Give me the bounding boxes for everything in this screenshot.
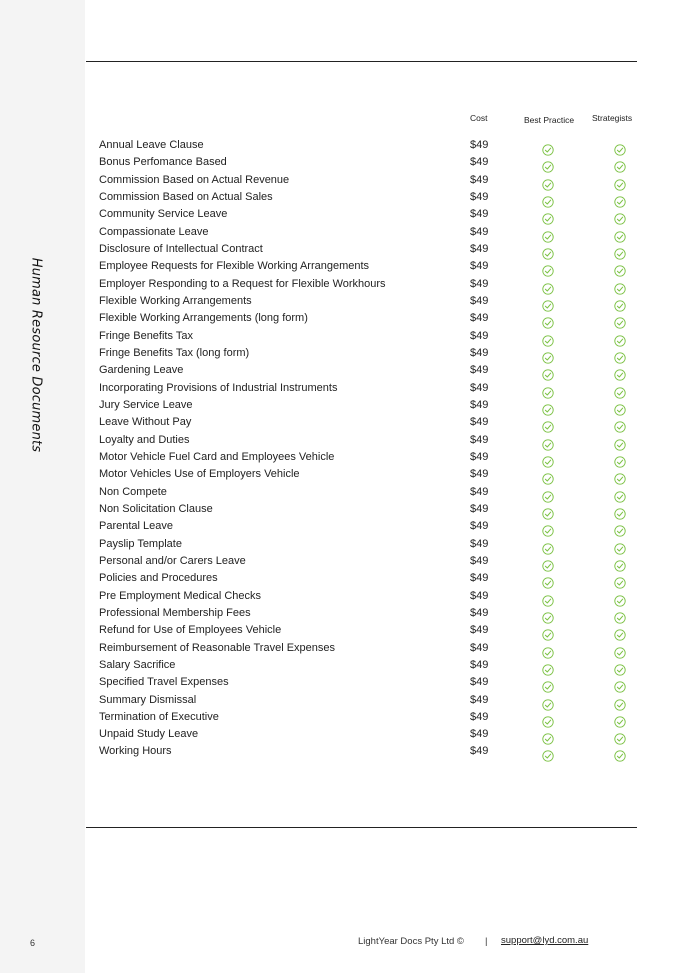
row-price: $49: [470, 277, 489, 290]
page-number: 6: [30, 938, 36, 948]
table-row: [99, 553, 639, 570]
row-document-name: Motor Vehicle Fuel Card and Employees Vehicle: [99, 450, 335, 463]
table-row: [99, 726, 639, 743]
row-price: $49: [470, 641, 489, 654]
row-price: $49: [470, 242, 489, 255]
table-row: [99, 137, 639, 154]
table-row: [99, 345, 639, 362]
row-price: $49: [470, 346, 489, 359]
table-row: [99, 674, 639, 691]
row-document-name: Personal and/or Carers Leave: [99, 554, 246, 567]
table-row: [99, 172, 639, 189]
table-row: [99, 743, 639, 760]
row-document-name: Working Hours: [99, 745, 172, 758]
row-price: $49: [470, 554, 489, 567]
row-price: $49: [470, 589, 489, 602]
row-price: $49: [470, 693, 489, 706]
table-row: [99, 501, 639, 518]
document-price-list: [99, 137, 639, 761]
table-row: [99, 224, 639, 241]
table-row: [99, 414, 639, 431]
table-row: [99, 518, 639, 535]
table-row: [99, 709, 639, 726]
footer-company: LightYear Docs Pty Ltd ©: [358, 936, 464, 947]
row-price: $49: [470, 225, 489, 238]
row-document-name: Unpaid Study Leave: [99, 728, 199, 741]
footer-separator: |: [485, 936, 488, 947]
table-row: [99, 397, 639, 414]
row-price: $49: [470, 502, 489, 515]
row-price: $49: [470, 208, 489, 221]
header-strategists: Strategists: [592, 113, 633, 123]
row-price: $49: [470, 520, 489, 533]
row-document-name: Fringe Benefits Tax (long form): [99, 346, 250, 359]
table-row: [99, 570, 639, 587]
row-document-name: Commission Based on Actual Sales: [99, 190, 273, 203]
table-row: [99, 432, 639, 449]
table-row: [99, 588, 639, 605]
row-document-name: Professional Membership Fees: [99, 606, 251, 619]
row-price: $49: [470, 294, 489, 307]
row-document-name: Incorporating Provisions of Industrial Instruments: [99, 381, 338, 394]
table-row: [99, 466, 639, 483]
row-document-name: Commission Based on Actual Revenue: [99, 173, 290, 186]
row-document-name: Non Compete: [99, 485, 167, 498]
top-divider: [86, 61, 637, 62]
sidebar: [0, 0, 85, 973]
row-document-name: Jury Service Leave: [99, 398, 193, 411]
row-price: $49: [470, 745, 489, 758]
sidebar-title: Human Resource Documents: [28, 257, 44, 453]
row-document-name: Policies and Procedures: [99, 572, 218, 585]
row-price: $49: [470, 364, 489, 377]
table-row: [99, 380, 639, 397]
row-price: $49: [470, 433, 489, 446]
row-document-name: Non Solicitation Clause: [99, 502, 213, 515]
table-row: [99, 657, 639, 674]
row-document-name: Termination of Executive: [99, 710, 219, 723]
table-row: [99, 328, 639, 345]
row-document-name: Payslip Template: [99, 537, 182, 550]
row-price: $49: [470, 468, 489, 481]
row-document-name: Reimbursement of Reasonable Travel Expenses: [99, 641, 336, 654]
header-cost: Cost: [470, 113, 488, 123]
row-price: $49: [470, 398, 489, 411]
row-document-name: Loyalty and Duties: [99, 433, 190, 446]
table-row: [99, 692, 639, 709]
row-price: $49: [470, 381, 489, 394]
row-document-name: Community Service Leave: [99, 208, 228, 221]
row-price: $49: [470, 139, 489, 151]
row-document-name: Flexible Working Arrangements (long form): [99, 312, 308, 325]
table-row: [99, 484, 639, 501]
row-price: $49: [470, 572, 489, 585]
check-circle-icon: [542, 750, 554, 762]
table-row: [99, 189, 639, 206]
table-row: [99, 640, 639, 657]
row-document-name: Employee Requests for Flexible Working Arrangements: [99, 260, 370, 273]
row-price: $49: [470, 624, 489, 637]
table-row: [99, 241, 639, 258]
row-document-name: Summary Dismissal: [99, 693, 197, 706]
row-price: $49: [470, 537, 489, 550]
check-circle-icon: [614, 750, 626, 762]
table-row: [99, 536, 639, 553]
row-document-name: Annual Leave Clause: [99, 139, 204, 151]
table-row: [99, 449, 639, 466]
row-price: $49: [470, 450, 489, 463]
row-price: $49: [470, 156, 489, 169]
row-price: $49: [470, 329, 489, 342]
table-row: [99, 310, 639, 327]
row-document-name: Specified Travel Expenses: [99, 676, 229, 689]
bottom-divider: [86, 827, 637, 828]
row-document-name: Motor Vehicles Use of Employers Vehicle: [99, 468, 300, 481]
table-row: [99, 206, 639, 223]
row-document-name: Fringe Benefits Tax: [99, 329, 193, 342]
row-document-name: Disclosure of Intellectual Contract: [99, 242, 263, 255]
row-price: $49: [470, 658, 489, 671]
row-price: $49: [470, 710, 489, 723]
header-best-practice: Best Practice: [524, 115, 575, 125]
row-document-name: Pre Employment Medical Checks: [99, 589, 262, 602]
row-price: $49: [470, 416, 489, 429]
row-document-name: Salary Sacrifice: [99, 658, 176, 671]
row-document-name: Leave Without Pay: [99, 416, 192, 429]
row-price: $49: [470, 676, 489, 689]
support-email-link[interactable]: support@lyd.com.au: [501, 935, 589, 946]
row-price: $49: [470, 190, 489, 203]
row-price: $49: [470, 312, 489, 325]
table-row: [99, 276, 639, 293]
table-row: [99, 362, 639, 379]
row-document-name: Employer Responding to a Request for Flexible Workhours: [99, 277, 386, 290]
row-price: $49: [470, 606, 489, 619]
table-row: [99, 293, 639, 310]
row-document-name: Flexible Working Arrangements: [99, 294, 252, 307]
row-document-name: Bonus Perfomance Based: [99, 156, 227, 169]
row-price: $49: [470, 260, 489, 273]
row-document-name: Gardening Leave: [99, 364, 184, 377]
table-row: [99, 258, 639, 275]
table-row: [99, 154, 639, 171]
table-row: [99, 622, 639, 639]
table-row: [99, 605, 639, 622]
row-price: $49: [470, 173, 489, 186]
row-price: $49: [470, 485, 489, 498]
row-document-name: Parental Leave: [99, 520, 173, 533]
row-price: $49: [470, 728, 489, 741]
row-document-name: Compassionate Leave: [99, 225, 209, 238]
row-document-name: Refund for Use of Employees Vehicle: [99, 624, 282, 637]
